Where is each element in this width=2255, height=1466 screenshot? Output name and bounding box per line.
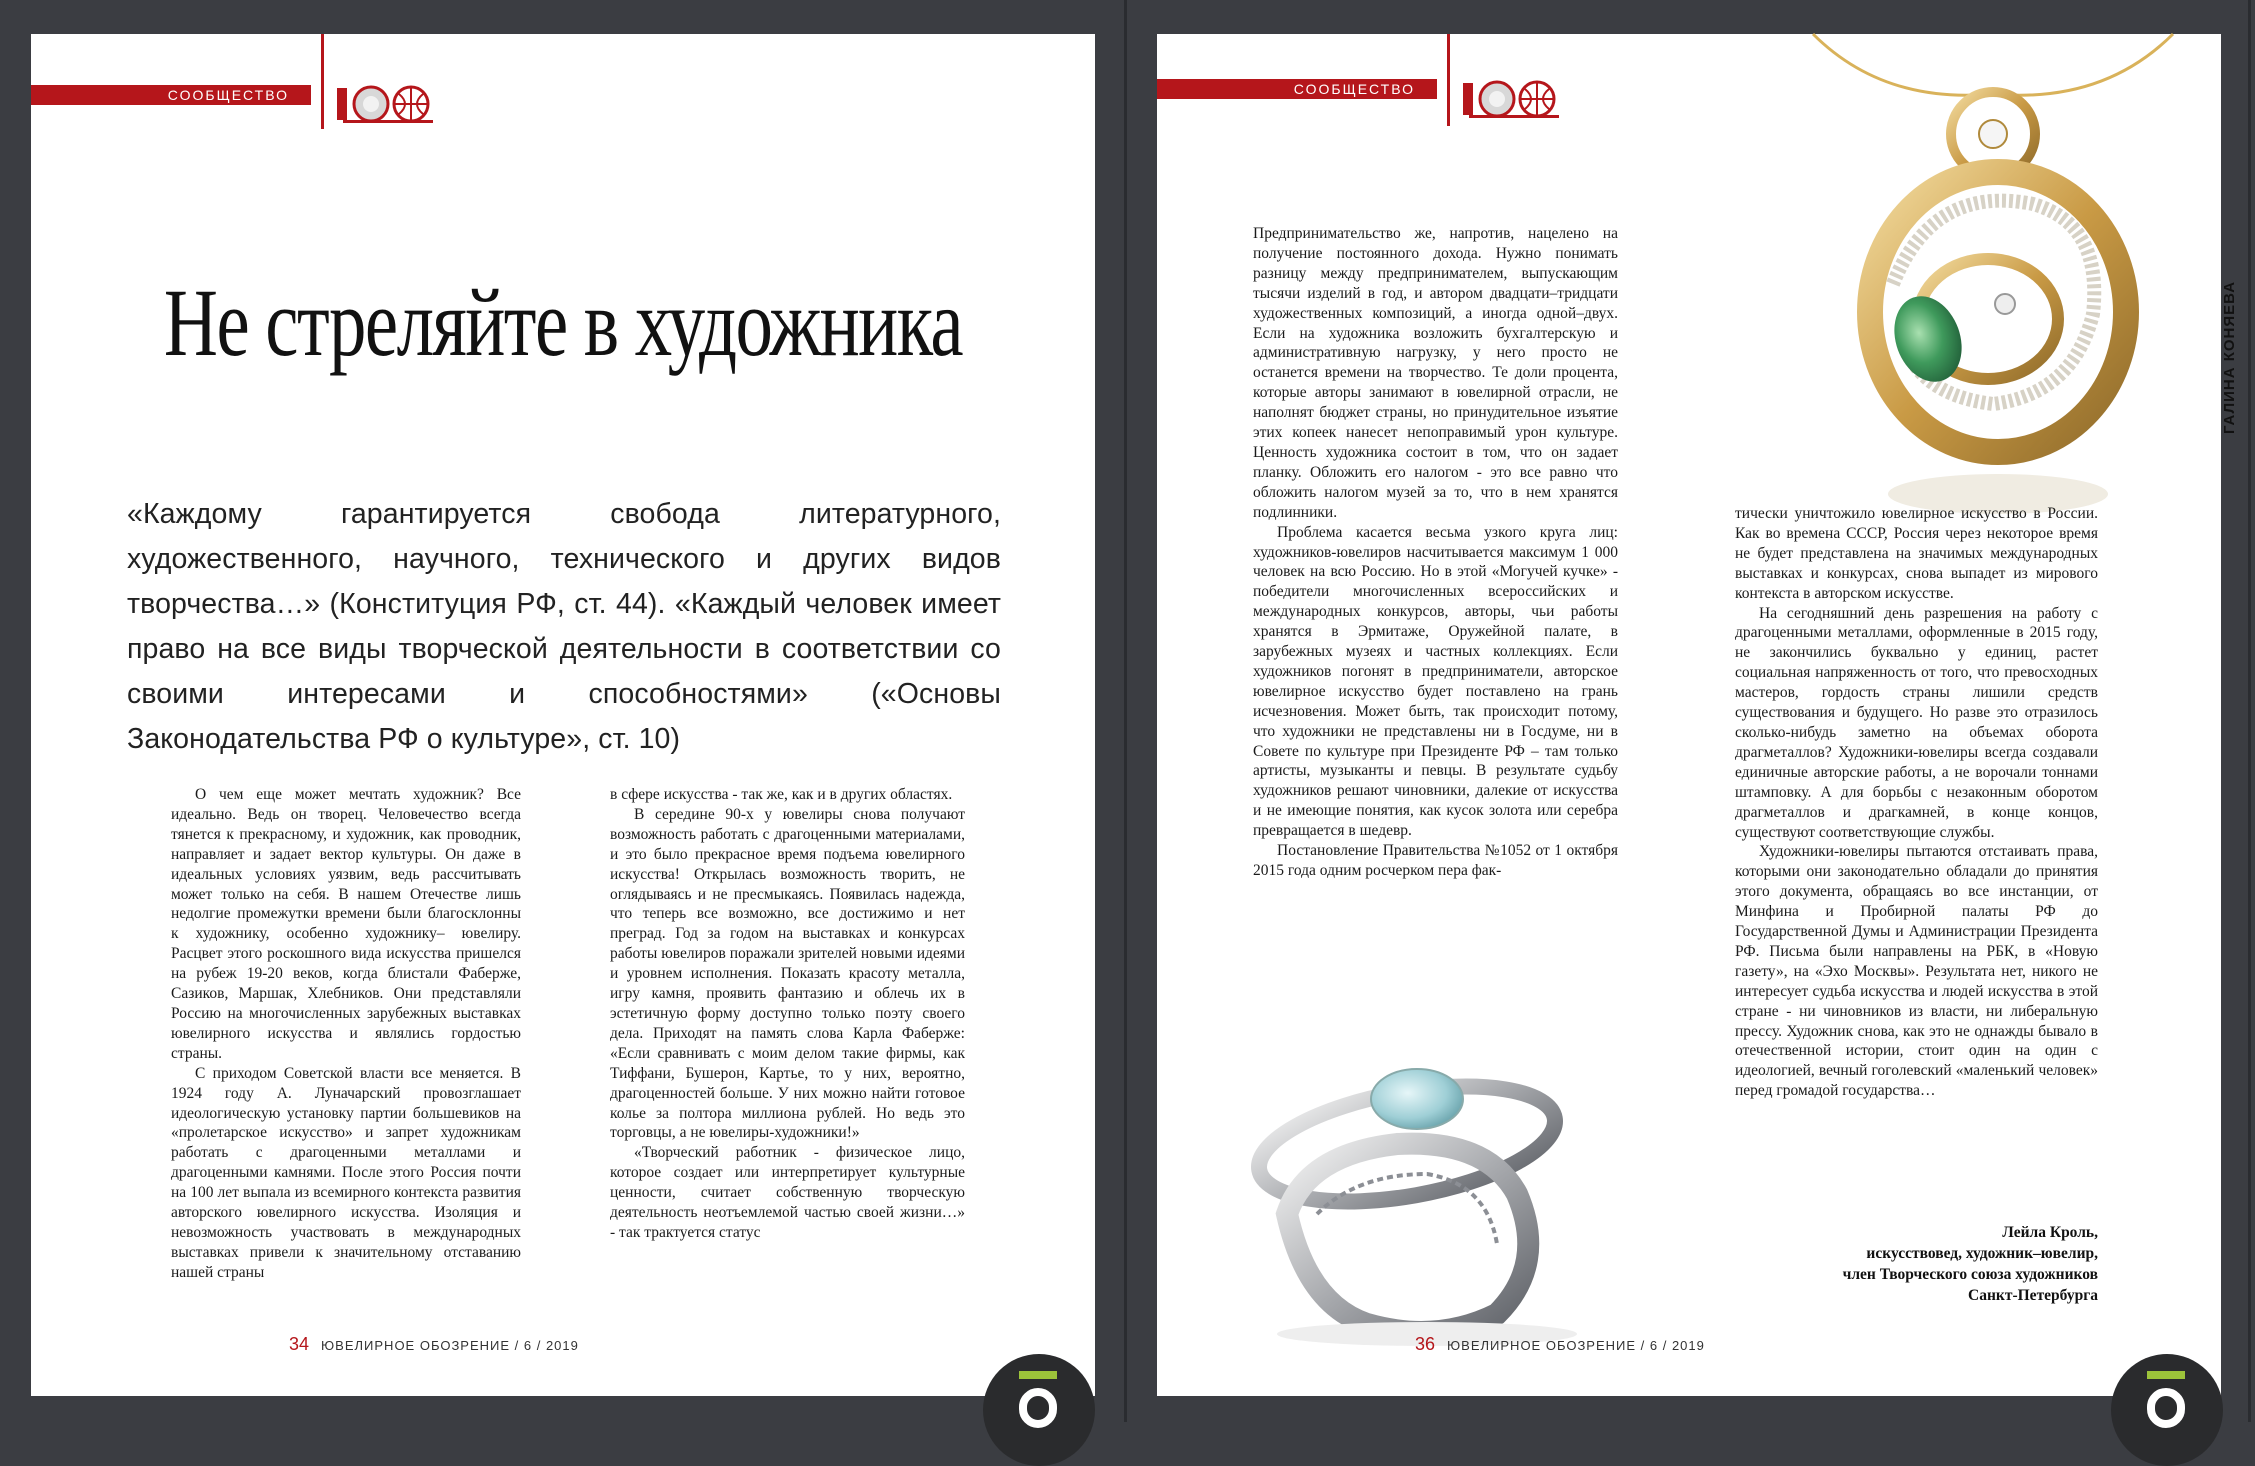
paragraph: Постановление Правительства №1052 от 1 октября 2015 года одним росчерком пера фак-: [1253, 842, 1618, 879]
centenary-logo-icon: [1463, 77, 1565, 121]
photo-credit: ГАЛИНА КОНЯЕВА: [2221, 280, 2238, 434]
text-column-2: [1735, 504, 2098, 1101]
section-label: СООБЩЕСТВО: [167, 87, 289, 103]
author-signature: [1735, 1222, 2098, 1306]
ring-photo: [1247, 1044, 1617, 1354]
section-label: СООБЩЕСТВО: [1293, 81, 1415, 97]
author-name: Лейла Кроль,: [2002, 1224, 2098, 1241]
paragraph: тически уничтожило ювелирное искусство в России. Как во времена СССР, Россия через некоторое время не будет представлена на значимых международных выставках и конкурсах, снова выпадет из мирового контекста в авторском искусстве.: [1735, 505, 2098, 602]
author-membership: член Творческого союза художников: [1842, 1266, 2098, 1283]
author-city: Санкт-Петербурга: [1968, 1287, 2098, 1304]
paragraph: В середине 90-х у ювелиры снова получают возможность работать с драгоценными материалами, и это было прекрасное время подъема ювелирного искусства! Открылась возможность творить, не оглядываясь и не пресмыкаясь. Появилась надежда, что теперь все возможно, все достижимо и нет преград. Год за годом на выставках и конкурсах работы ювелиров поражали зрителей новыми идеями и уровнем исполнения. Показать красоту металла, игру камня, проявить фантазию и облечь их в эстетичную форму доступно только поэту своего дела. Приходят на память слова Карла Фаберже: «Если сравнивать с моим делом такие фирмы, как Тиффани, Бушерон, Картье, то у них, вероятно, драгоценностей больше. У них можно найти готовое колье за полтора миллиона рублей. Но ведь это торговцы, а не ювелиры-художники!»: [610, 805, 965, 1142]
magazine-page-right: [1157, 34, 2238, 1396]
paragraph: С приходом Советской власти все меняется. В 1924 году А. Луначарский провозглашает идеологическую установку партии большевиков на «пролетарское искусство» и запрет художникам работать с драгоценными металлами и драгоценными камнями. После этого Россия почти на 100 лет выпала из всемирного контекста развития авторского ювелирного искусства. Изоляция и невозможность участвовать в международных выставках привели к значительному отставанию нашей страны: [171, 1064, 521, 1281]
pendant-photo: [1773, 34, 2217, 520]
paragraph: Художники-ювелиры пытаются отстаивать права, которыми они законодательно обладали до принятия этого документа, обращаясь во все инстанции, от Минфина и Пробирной палаты РФ до Государственной Думы и Администрации Президента РФ. Письма были направлены на РБК, в «Новую газету», на «Эхо Москвы». Результата нет, никого не интересует судьба искусства и людей искусства в этой стране - ни чиновников из власти, ни либеральную прессу. Художник снова, как это не однажды бывало в отечественной истории, стоит один на один с идеологией, вечный гоголевский «маленький человек» перед громадой государства…: [1735, 843, 2098, 1100]
text-column-2: [610, 785, 965, 1243]
magazine-issue: ЮВЕЛИРНОЕ ОБОЗРЕНИЕ / 6 / 2019: [321, 1338, 579, 1353]
page-footer: [289, 1334, 579, 1355]
page-number: 34: [289, 1334, 310, 1354]
paragraph: в сфере искусства - так же, как и в других областях.: [610, 786, 953, 803]
paragraph: На сегодняшний день разрешения на работу с драгоценными металлами, оформленные в 2015 году, не закончились буквально у единиц, растет социальная напряженность от того, что превосходных мастеров, гордость страны лишили средств существования и будущего. Но разве это отразилось сколько-нибудь заметно на объемах оборота драгметаллов? Художники-ювелиры всегда создавали единичные авторские работы, а не ворочали тоннами штамповку. А для борьбы с незаконным оборотом драгметаллов и драгкамней, в конце концов, существуют соответствующие службы.: [1735, 604, 2098, 841]
magazine-page-left: [31, 34, 1095, 1396]
article-title: Не стреляйте в художника: [163, 269, 963, 376]
article-lead-quote: «Каждому гарантируется свобода литературного, художественного, научного, технического и других видов творчества…» (Конституция РФ, ст. 44). «Каждый человек имеет право на все виды творческой деятельности в соответствии со своими интересами и способностями» («Основы Законодательства РФ о культуре», ст. 10): [127, 498, 1001, 755]
centenary-logo-icon: [337, 82, 439, 126]
paragraph: Предпринимательство же, напротив, нацелено на получение постоянного дохода. Нужно понимать разницу между предпринимателем, выпускающим тысячи изделий в год, и автором двадцати–тридцати художественных композиций, а иногда одной–двух. Если на художника возложить бухгалтерскую и административную нагрузку, у него просто не останется времени на творчество. Те доли процента, которые авторы занимают в ювелирной отрасли, не наполнят бюджет страны, но принудительное изъятие этих копеек нанесет непоправимый урон культуре. Ценность художника состоит в том, что он задает планку. Обложить его налогом - это все равно что обложить налогом музей за то, что в нем хранятся подлинники.: [1253, 225, 1618, 521]
magazine-badge-icon: [2111, 1354, 2223, 1466]
text-column-1: [171, 785, 521, 1283]
section-rule: [321, 34, 324, 129]
spread-edge: [2248, 0, 2251, 1422]
section-rule: [1447, 34, 1450, 126]
spread-gutter: [1124, 0, 1127, 1422]
paragraph: «Творческий работник - физическое лицо, которое создает или интерпретирует культурные ценности, считает собственную творческую деятельность неотъемлемой частью своей жизни…» - так трактуется статус: [610, 1144, 965, 1241]
paragraph: Проблема касается весьма узкого круга лиц: художников-ювелиров насчитывается максимум 1 000 человек на всю Россию. Но в этой «Могучей кучке» - победители многочисленных всероссийских и международных конкурсов, авторы, чьи работы хранятся в Эрмитаже, Оружейной палате, в зарубежных музеях и частных коллекциях. Если художников погонят в предприниматели, авторское ювелирное искусство будет поставлено на грань исчезновения. Может быть, так происходит потому, что художники не представлены ни в Госдуме, ни в Совете по культуре при Президенте РФ – там только артисты, музыканты и певцы. В результате судьбу художников решают чиновники, далекие от искусства и не имеющие понятия, как кусок золота или серебра превращается в шедевр.: [1253, 523, 1618, 840]
magazine-badge-icon: [983, 1354, 1095, 1466]
page-footer: [1415, 1334, 1705, 1355]
magazine-issue: ЮВЕЛИРНОЕ ОБОЗРЕНИЕ / 6 / 2019: [1447, 1338, 1705, 1353]
text-column-1: [1253, 224, 1618, 881]
page-number: 36: [1415, 1334, 1436, 1354]
author-title: искусствовед, художник–ювелир,: [1866, 1245, 2098, 1262]
paragraph: О чем еще может мечтать художник? Все идеально. Ведь он творец. Человечество всегда тянется к прекрасному, и художник, как проводник, направляет и задает вектор культуры. Он даже в идеальных условиях уязвим, ведь рассчитывать может только на себя. В нашем Отечестве лишь недолгие промежутки времени были благосклонны к художнику, особенно художнику– ювелиру. Расцвет этого роскошного вида искусства пришелся на рубеж 19-20 веков, когда блистали Фаберже, Сазиков, Маршак, Хлебников. Они представляли Россию на многочисленных зарубежных выставках ювелирного искусства и являлись гордостью страны.: [171, 786, 521, 1062]
